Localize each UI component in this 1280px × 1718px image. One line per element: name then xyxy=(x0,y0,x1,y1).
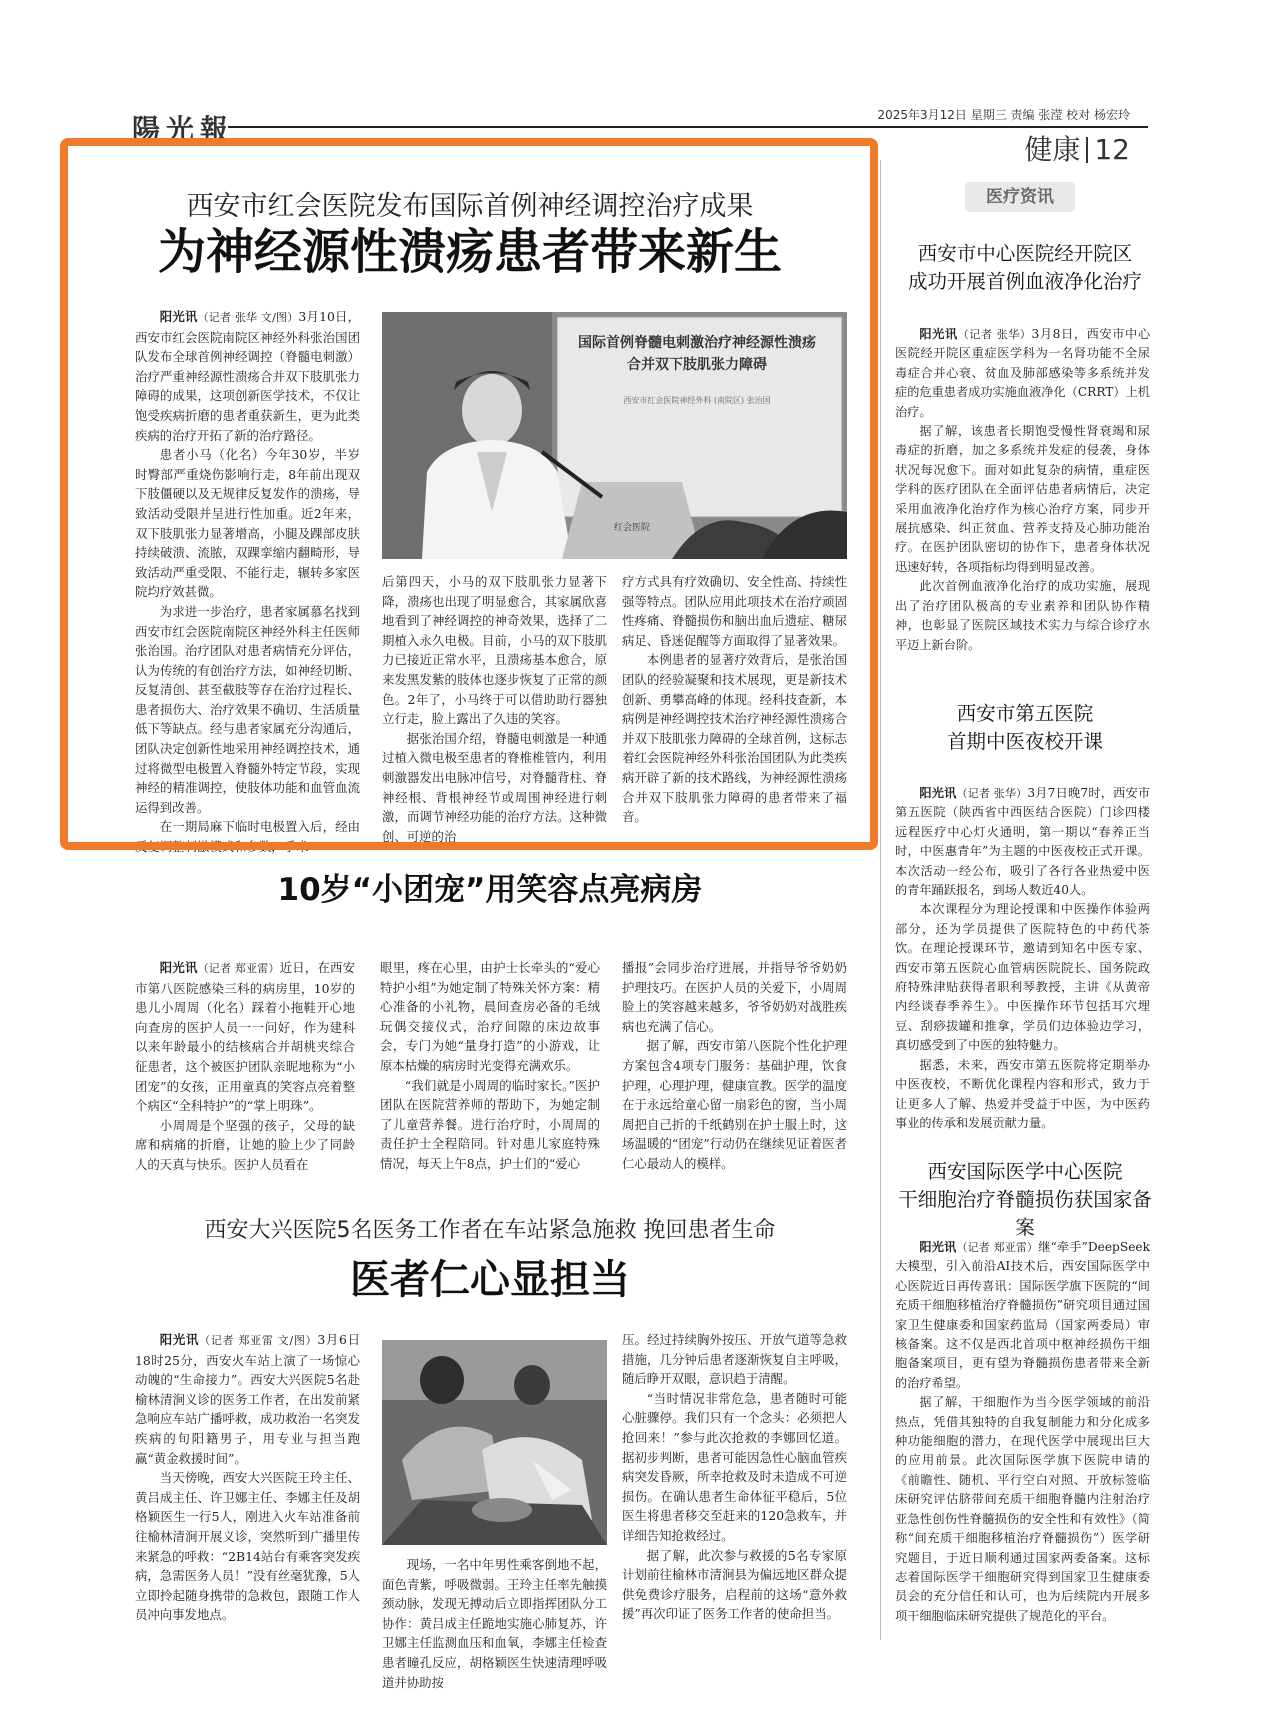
byline: 阳光讯 xyxy=(159,309,198,324)
reporter: （记者 张华 文/图） xyxy=(197,311,299,324)
reporter: （记者 郑亚雷 文/图） xyxy=(199,1334,318,1347)
paragraph: 在一期局麻下临时电极置入后，经由反复调整刺激模式和参数，手术 xyxy=(135,819,360,855)
column-divider xyxy=(880,160,881,1640)
header-rule xyxy=(228,126,1148,128)
side2-body xyxy=(895,784,1150,1133)
banner-line-1: 国际首例脊髓电刺激治疗神经源性溃疡 xyxy=(578,335,816,351)
side3-title-line-1: 西安国际医学中心医院 xyxy=(927,1160,1123,1183)
paragraph: 患者小马（化名）今年30岁，半岁时臀部严重烧伤影响行走，8年前出现双下肢僵硬以及无规律反复发作的溃疡，导致活动受限并呈进行性加重。近2年来，双下肢肌张力显著增高，小腿及踝部皮肤持续破溃、流脓，双踝挛缩内翻畸形，导致活动严重受限、不能行走，辗转多家医院均疗效甚微。 xyxy=(135,447,360,600)
main-headline: 为神经源性溃疡患者带来新生 xyxy=(157,224,782,280)
section-tag: 医疗资讯 xyxy=(965,182,1075,212)
paragraph: 现场，一名中年男性乘客倒地不起，面色青紫，呼吸微弱。王玲主任率先触摸颈动脉，发现无搏动后立即指挥团队分工协作：黄吕成主任跪地实施心肺复苏，许卫娜主任监测血压和血氧，李娜主任检查患者瞳孔反应，胡格颖医生快速清理呼吸道并协助按 xyxy=(382,1557,607,1690)
paragraph: 3月6日18时25分，西安火车站上演了一场惊心动魄的“生命接力”。西安大兴医院5名赴榆林清涧义诊的医务工作者，在出发前紧急响应车站广播呼救，成功救治一名突发疾病的旬阳籍男子，用专业与担当跑赢“黄金救援时间”。 xyxy=(135,1332,361,1466)
side1-title xyxy=(890,240,1160,296)
rescue-photo xyxy=(382,1340,607,1545)
byline: 阳光讯 xyxy=(919,327,958,341)
side2-title xyxy=(890,700,1160,756)
paragraph: 眼里，疼在心里，由护士长牵头的“爱心特护小组”为她定制了特殊关怀方案：精心准备的小礼物，晨间查房必备的毛绒玩偶交接仪式，治疗间隙的床边故事会，专门为她“量身打造”的小游戏，让原本枯燥的病房时光变得充满欢乐。 xyxy=(380,960,600,1073)
page-number: 12 xyxy=(1094,133,1130,166)
highlight-frame xyxy=(60,138,878,850)
article2-column-3 xyxy=(622,958,847,1174)
side3-title xyxy=(890,1158,1160,1242)
banner-subtext: 西安市红会医院神经外科 (南院区) 张治国 xyxy=(623,396,771,405)
paragraph: 据了解，西安市第八医院个性化护理方案包含4项专门服务：基础护理，饮食护理，心理护理，健康宣教。医学的温度在于永远给童心留一扇彩色的窗，当小周周把自己折的千纸鹤别在护士服上时，这场温暖的“团宠”行动仍在继续见证着医者仁心最动人的模样。 xyxy=(622,1038,847,1171)
paragraph: “当时情况非常危急，患者随时可能心脏骤停。我们只有一个念头：必须把人抢回来！”参与此次抢救的李娜回忆道。据初步判断，患者可能因急性心脑血管疾病突发昏厥，所幸抢救及时未造成不可逆损伤。在确认患者生命体征平稳后，5位医生将患者移交至赶来的120急救车，并详细告知抢救经过。 xyxy=(622,1390,847,1543)
article3-column-1 xyxy=(135,1330,360,1625)
paragraph: “我们就是小周周的临时家长。”医护团队在医院营养师的帮助下，为她定制了儿童营养餐。进行治疗时，小周周的责任护士全程陪同。针对患儿家庭特殊情况，每天上午8点，护士们的“爱心 xyxy=(380,1077,600,1171)
paragraph: 本例患者的显著疗效背后，是张治国团队的经验凝聚和技术展现，更是新技术创新、勇攀高峰的体现。经科技查新，本病例是神经调控技术治疗神经源性溃疡合并双下肢肌张力障碍的全球首例，这标志着红会医院神经外科张治国团队为此类疾病开辟了新的技术路线，为神经源性溃疡合并双下肢肌张力障碍的患者带来了福音。 xyxy=(622,652,847,825)
side2-title-line-1: 西安市第五医院 xyxy=(956,702,1094,725)
paragraph: 3月7日晚7时，西安市第五医院（陕西省中西医结合医院）门诊四楼远程医疗中心灯火通明，第一期以“春养正当时，中医惠青年”为主题的中医夜校正式开课。本次活动一经公布，吸引了各行各业热爱中医的青年踊跃报名，到场人数近40人。 xyxy=(895,786,1151,898)
paragraph: 据了解，此次参与救援的5名专家原计划前往榆林市清涧县为偏远地区群众提供免费诊疗服务，启程前的这场“意外救援”再次印证了医务工作者的使命担当。 xyxy=(622,1547,847,1622)
byline: 阳光讯 xyxy=(919,786,957,800)
side1-title-line-2: 成功开展首例血液净化治疗 xyxy=(907,270,1142,293)
article3-headline: 医者仁心显担当 xyxy=(350,1257,630,1303)
banner-line-2: 合并双下肢肌张力障碍 xyxy=(627,357,767,373)
byline: 阳光讯 xyxy=(159,960,198,975)
byline: 阳光讯 xyxy=(919,1240,957,1254)
reporter: （记者 张华） xyxy=(956,787,1028,800)
podium-label: 红会医院 xyxy=(614,523,651,533)
article2-column-2 xyxy=(380,958,600,1174)
reporter: （记者 郑亚雷） xyxy=(197,962,280,975)
paragraph: 播报”会同步治疗进展，并指导爷爷奶奶护理技巧。在医护人员的关爱下，小周周脸上的笑容越来越多，爷爷奶奶对战胜疾病也充满了信心。 xyxy=(622,960,847,1034)
byline: 阳光讯 xyxy=(159,1332,200,1347)
paragraph: 为求进一步治疗，患者家属慕名找到西安市红会医院南院区神经外科主任医师张治国。治疗团队对患者病情充分评估，认为传统的有创治疗方法，如神经切断、反复清创、甚至截肢等存在治疗过程长、患者损伤大、治疗效果不确切、生活质量低下等缺点。经与患者家属充分沟通后，团队决定创新性地采用神经调控技术，通过将微型电极置入脊髓外特定节段，实现神经的精准调控，使肢体功能和血管血流运得到改善。 xyxy=(135,603,360,815)
paragraph: 后第四天，小马的双下肢肌张力显著下降，溃疡也出现了明显愈合，其家属欣喜地看到了神经调控的神奇效果，选择了二期植入永久电极。目前，小马的双下肢肌力已接近正常水平，且溃疡基本愈合，原来发黑发紫的肢体也逐步恢复了正常的颜色。2年了，小马终于可以借助助行器独立行走，脸上露出了久违的笑容。 xyxy=(382,574,607,727)
main-kicker: 西安市红会医院发布国际首例神经调控治疗成果 xyxy=(186,191,754,222)
side3-body xyxy=(895,1238,1150,1626)
paragraph: 当天傍晚，西安大兴医院王玲主任、黄吕成主任、许卫娜主任、李娜主任及胡格颖医生一行5人，刚进入火车站准备前往榆林清涧开展义诊，突然听到广播里传来紧急的呼救：“2B14站台有乘客突发疾病，急需医务人员！”没有丝毫犹豫，5人立即拎起随身携带的急救包，跟随工作人员冲向事发地点。 xyxy=(135,1470,360,1623)
paragraph: 压。经过持续胸外按压、开放气道等急救措施，几分钟后患者逐渐恢复自主呼吸，随后睁开双眼，意识趋于清醒。 xyxy=(622,1332,847,1387)
paragraph: 近日，在西安市第八医院感染三科的病房里，10岁的患儿小周周（化名）踩着小拖鞋开心地向查房的医护人员一一问好，作为建科以来年龄最小的结核病合并胡桃夹综合征患者，这个被医护团队亲昵地称为“小团宠”的女孩，正用童真的笑容点亮着整个病区“全科特护”的“掌上明珠”。 xyxy=(135,960,356,1114)
article2-headline: 10岁“小团宠”用笑容点亮病房 xyxy=(277,872,703,908)
paragraph: 3月10日，西安市红会医院南院区神经外科张治国团队发布全球首例神经调控（脊髓电刺激）治疗严重神经源性溃疡合并双下肢肌张力障碍的成果，这项创新医学技术，不仅让饱受疾病折磨的患者重获新生，更为此类疾病的治疗开拓了新的治疗路径。 xyxy=(135,309,361,443)
paragraph: 3月8日，西安市中心医院经开院区重症医学科为一名肾功能不全尿毒症合并心衰、贫血及肺部感染等多系统并发症的危重患者成功实施血液净化（CRRT）上机治疗。 xyxy=(895,327,1151,419)
article3-column-3 xyxy=(622,1330,847,1624)
paragraph: 据了解，该患者长期饱受慢性肾衰竭和尿毒症的折磨，加之多系统并发症的侵袭，身体状况每况愈下。面对如此复杂的病情，重症医学科的医疗团队在全面评估患者病情后，决定采用血液净化治疗作为核心治疗方案，同步开展抗感染、纠正贫血、营养支持及心肺功能治疗。在医护团队密切的协作下，患者身体状况迅速好转，各项指标均得到明显改善。 xyxy=(895,424,1150,574)
dateline: 2025年3月12日 星期三 责编 张滢 校对 杨宏玲 xyxy=(877,108,1130,122)
side1-body xyxy=(895,325,1150,655)
article3-column-2 xyxy=(382,1555,607,1692)
reporter: （记者 郑亚雷） xyxy=(956,1241,1039,1254)
paragraph: 小周周是个坚强的孩子，父母的缺席和病痛的折磨，让她的脸上少了同龄人的天真与快乐。医护人员看在 xyxy=(135,1117,355,1172)
side1-title-line-1: 西安市中心医院经开院区 xyxy=(917,242,1133,265)
masthead-logo: 陽光報 xyxy=(132,113,235,146)
paragraph: 据了解，干细胞作为当今医学领域的前沿热点，凭借其独特的自我复制能力和分化成多种功能细胞的潜力，在现代医学中展现出巨大的应用前景。此次国际医学旗下医院申请的《前瞻性、随机、平行空白对照、开放标签临床研究评估脐带间充质干细胞脊髓内注射治疗亚急性创伤性脊髓损伤的安全性和有效性》（简称“间充质干细胞移植治疗脊髓损伤”）医学研究题目，于近日顺利通过国家两委备案。这标志着国际医学干细胞研究得到国家卫生健康委员会的充分信任和认可，也为后续院内开展多项干细胞临床研究提供了规范化的平台。 xyxy=(895,1395,1150,1623)
paragraph: 疗方式具有疗效确切、安全性高、持续性强等特点。团队应用此项技术在治疗顽固性疼痛、脊髓损伤和脑出血后遗症、糖尿病足、昏迷促醒等方面取得了显著效果。 xyxy=(622,574,847,648)
side2-title-line-2: 首期中医夜校开课 xyxy=(946,730,1103,753)
article2-column-1 xyxy=(135,958,355,1175)
section-name: 健康 xyxy=(1024,133,1081,166)
article3-kicker: 西安大兴医院5名医务工作者在车站紧急施救 挽回患者生命 xyxy=(204,1218,776,1243)
paragraph: 此次首例血液净化治疗的成功实施，展现出了治疗团队极高的专业素养和团队协作精神，也彰显了医院区域技术实力与综合诊疗水平迈上新台阶。 xyxy=(895,579,1150,652)
side3-title-line-2: 干细胞治疗脊髓损伤获国家备案 xyxy=(898,1188,1152,1239)
paragraph: 据张治国介绍，脊髓电刺激是一种通过植入微电极至患者的脊椎椎管内，利用刺激器发出电脉冲信号，对脊髓背柱、脊神经根、背根神经节或周围神经进行刺激，而调节神经功能的治疗方法。这种微创、可逆的治 xyxy=(382,730,607,844)
reporter: （记者 张华） xyxy=(957,328,1032,341)
paragraph: 继“牵手”DeepSeek大模型，引入前沿AI技术后，西安国际医学中心医院近日再传喜讯：国际医学旗下医院的“间充质干细胞移植治疗脊髓损伤”研究项目通过国家卫生健康委和国家药监局（国家两委局）审核备案。这不仅是西北首项中枢神经损伤干细胞备案项目，更有望为脊髓损伤患者带来全新的治疗希望。 xyxy=(895,1240,1151,1390)
paragraph: 本次课程分为理论授课和中医操作体验两部分，还为学员提供了医院特色的中药代茶饮。在理论授课环节，邀请到知名中医专家、西安市第五医院心血管病医院院长、国务院政府特殊津贴获得者职利琴教授，主讲《从黄帝内经谈春季养生》。中医操作环节包括耳穴埋豆、刮痧拔罐和推拿，学员们边体验边学习，真切感受到了中医的独特魅力。 xyxy=(895,902,1150,1053)
section-label xyxy=(1024,128,1130,168)
paragraph: 据悉，未来，西安市第五医院将定期举办中医夜校，不断优化课程内容和形式，致力于让更多人了解、热爱并受益于中医，为中医药事业的传承和发展贡献力量。 xyxy=(895,1057,1150,1130)
